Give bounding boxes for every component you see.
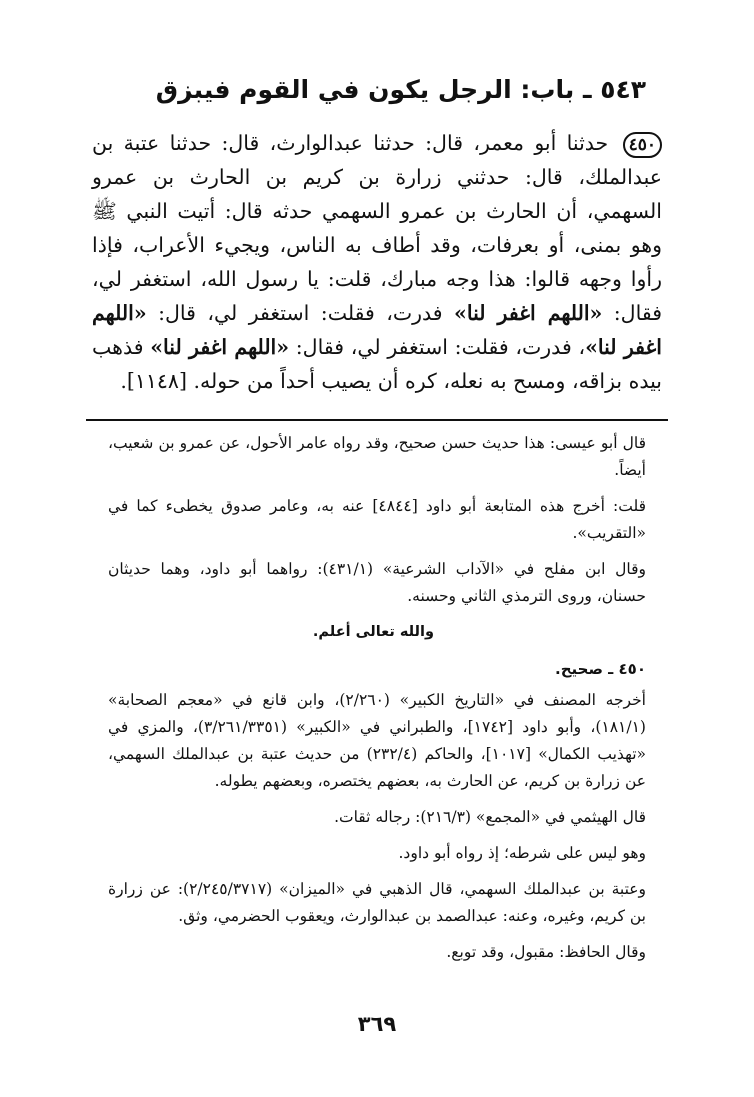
note-haythami: قال الهيثمي في «المجمع» (٢١٦/٣): رجاله ثقات. (334, 808, 646, 826)
note-ibn-muflih: وقال ابن مفلح في «الآداب الشرعية» (٤٣١/١): رواهما أبو داود، وهما حديثان حسنان، وروى الترمذي الثاني وحسنه. (108, 560, 646, 605)
footnote-separator (86, 419, 668, 421)
hadith-text-part-1: حدثنا أبو معمر، قال: حدثنا عبدالوارث، قال: حدثنا عتبة بن عبدالملك، قال: حدثني زرارة بن كريم بن الحارث بن عمرو السهمي، أن الحارث بن عمرو السهمي حدثه قال: أتيت النبي ﷺ وهو بمنى، أو بعرفات، وقد أطاف به الناس، ويجيء الأعراب، فإذا رأوا وجهه قالوا: هذا وجه مبارك، قلت: يا رسول الله، استغفر لي، فقال: (92, 131, 662, 325)
hadith-number-badge: ٤٥٠ (623, 132, 662, 158)
note-dhahabi: وعتبة بن عبدالملك السهمي، قال الذهبي في «الميزان» (٢/٢٤٥/٣٧١٧): عن زرارة بن كريم، وغيره، وعنه: عبدالصمد بن عبدالوارث، ويعقوب الحضرمي، وثق. (108, 880, 646, 925)
note-closing: والله تعالى أعلم. (312, 624, 434, 640)
hadith-body (92, 131, 662, 393)
hadith-dua-2: «اللهم اغفر لنا» (92, 301, 662, 359)
note-takhrij: أخرجه المصنف في «التاريخ الكبير» (٢/٢٦٠)، وابن قانع في «معجم الصحابة» (١٨١/١)، وأبو داود [١٧٤٢]، والطبراني في «الكبير» (٣/٢٦١/٣٣٥١)، والمزي في «تهذيب الكمال» [١٠١٧]، والحاكم (٢٣٢/٤) من حديث عتبة بن عبدالملك السهمي، عن زرارة بن كريم، عن الحارث به، بعضهم يختصره، وبعضهم يطوله. (108, 691, 647, 790)
note-tirmidhi: قال أبو عيسى: هذا حديث حسن صحيح، وقد رواه عامر الأحول، عن عمرو بن شعيب، أيضاً. (108, 434, 646, 479)
hadith-text-part-3: ، فدرت، فقلت: استغفر لي، فقال: (289, 335, 586, 359)
hadith-text-part-2: فدرت، فقلت: استغفر لي، قال: (146, 301, 455, 325)
hadith-dua-3: «اللهم اغفر لنا» (150, 335, 290, 359)
hadith-text (92, 126, 662, 398)
note-abu-dawud: قلت: أخرج هذه المتابعة أبو داود [٤٨٤٤] عنه به، وعامر صدوق يخطىء كما في «التقريب». (108, 497, 646, 542)
page-number: ٣٦٩ (357, 1012, 397, 1036)
hadith-text-part-4: فذهب بيده بزاقه، ومسح به نعله، كره أن يصيب أحداً من حوله. [١١٤٨]. (92, 335, 662, 393)
chapter-title: ٥٤٣ ـ باب: الرجل يكون في القوم فيبزق (155, 75, 646, 104)
note-condition: وهو ليس على شرطه؛ إذ رواه أبو داود. (398, 844, 646, 862)
hadith-dua-1: «اللهم اغفر لنا» (454, 301, 603, 325)
hadith-grade: ٤٥٠ ـ صحيح. (555, 660, 646, 678)
commentary-section (108, 430, 646, 975)
note-hafiz: وقال الحافظ: مقبول، وقد توبع. (446, 943, 646, 961)
